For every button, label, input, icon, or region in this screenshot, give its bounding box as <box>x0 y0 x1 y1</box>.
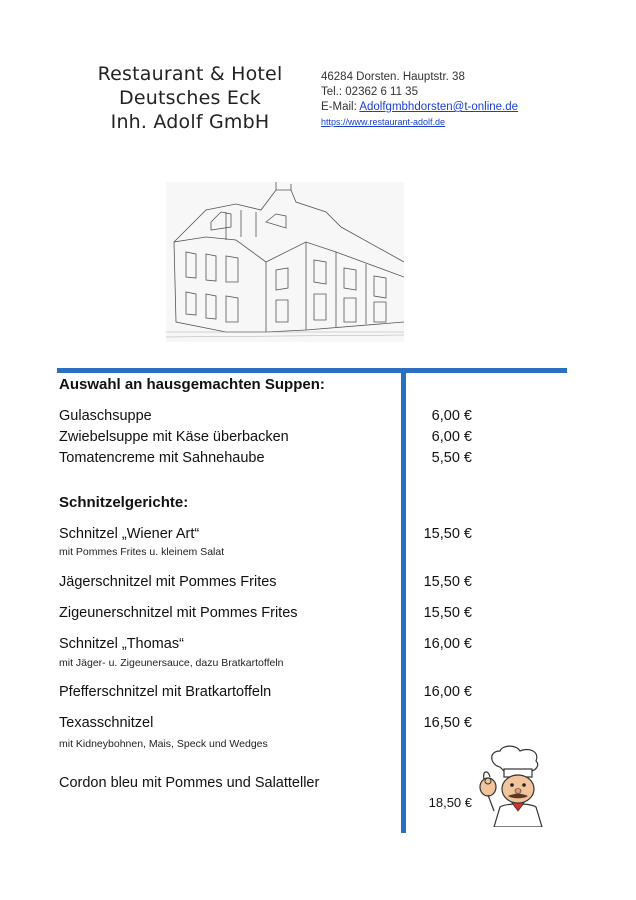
soup-item-price: 6,00 € <box>431 408 472 424</box>
schnitzel-heading: Schnitzelgerichte: <box>59 494 189 511</box>
schnitzel-item-price: 15,50 € <box>423 574 472 590</box>
email-link[interactable]: Adolfgmbhdorsten@t-online.de <box>359 101 519 113</box>
soup-item-name: Zwiebelsuppe mit Käse überbacken <box>59 429 289 445</box>
schnitzel-item-price: 15,50 € <box>423 526 472 542</box>
soup-item-price: 6,00 € <box>431 429 472 445</box>
schnitzel-item-name: Texasschnitzel <box>59 715 154 731</box>
telephone: Tel.: 02362 6 11 35 <box>321 86 418 98</box>
building-sketch-image <box>166 182 404 342</box>
soup-item-name: Gulaschsuppe <box>59 408 152 424</box>
schnitzel-item-name: Cordon bleu mit Pommes und Salatteller <box>59 775 320 791</box>
title-line-3: Inh. Adolf GmbH <box>110 111 270 133</box>
schnitzel-item-name: Zigeunerschnitzel mit Pommes Frites <box>59 605 298 621</box>
schnitzel-item-price: 16,50 € <box>423 715 472 731</box>
schnitzel-item-name: Jägerschnitzel mit Pommes Frites <box>59 574 277 590</box>
soup-item-price: 5,50 € <box>431 450 472 466</box>
schnitzel-item-name: Pfefferschnitzel mit Bratkartoffeln <box>59 684 272 700</box>
schnitzel-item-desc: mit Jäger- u. Zigeunersauce, dazu Bratkartoffeln <box>59 657 284 669</box>
contact-info <box>321 70 518 130</box>
website-link[interactable]: https://www.restaurant-adolf.de <box>321 117 446 127</box>
chef-icon <box>470 745 558 827</box>
schnitzel-item-price: 15,50 € <box>423 605 472 621</box>
soup-item-name: Tomatencreme mit Sahnehaube <box>59 450 265 466</box>
schnitzel-item-name: Schnitzel „Thomas“ <box>59 636 184 652</box>
restaurant-title <box>95 62 285 134</box>
schnitzel-item-price: 16,00 € <box>423 684 472 700</box>
horizontal-divider <box>57 368 567 373</box>
title-line-1: Restaurant & Hotel <box>97 63 283 85</box>
schnitzel-item-price: 16,00 € <box>423 636 472 652</box>
email-label: E-Mail: <box>321 101 360 113</box>
schnitzel-item-desc: mit Kidneybohnen, Mais, Speck und Wedges <box>59 738 268 750</box>
schnitzel-item-price: 18,50 € <box>428 795 472 810</box>
address: 46284 Dorsten. Hauptstr. 38 <box>321 71 465 83</box>
schnitzel-item-name: Schnitzel „Wiener Art“ <box>59 526 200 542</box>
schnitzel-item-desc: mit Pommes Frites u. kleinem Salat <box>59 546 225 558</box>
email-line <box>321 100 518 115</box>
website-line <box>321 115 518 130</box>
soups-heading: Auswahl an hausgemachten Suppen: <box>59 376 325 393</box>
title-line-2: Deutsches Eck <box>119 87 261 109</box>
